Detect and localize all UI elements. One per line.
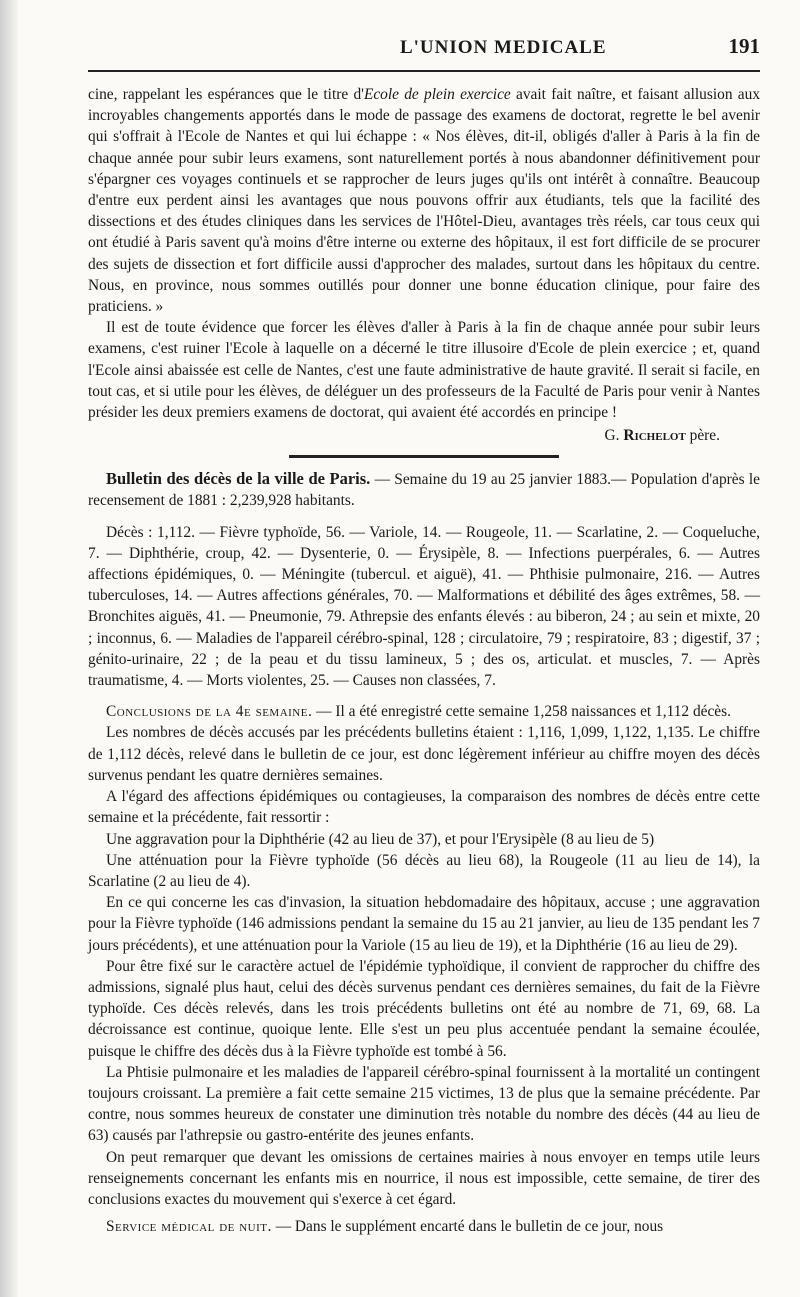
conclusions-paragraph-8: La Phtisie pulmonaire et les maladies de l'appareil cérébro-spinal fournissent à la mortalité un contingent toujours croissant. La première a fait cette semaine 215 victimes, 13 de plus que la semaine précédente. Par contre, nous sommes heureux de constater une diminution très notable du nombre des décès (44 au lieu de 63) causés par l'athrepsie ou gastro-entérite des jeunes enfants. [88,1063,760,1145]
bulletin-title: Bulletin des décès de la ville de Paris. [106,469,371,489]
night-service-paragraph: Service médical de nuit. — Dans le supplément encarté dans le bulletin de ce jour, nous [106,1218,664,1236]
author-signature: G. Richelot père. [604,427,720,445]
conclusions-paragraph-3: A l'égard des affections épidémiques ou contagieuses, la comparaison des nombres de décès entre cette semaine et la précédente, fait ressortir : [88,788,760,827]
conclusions-paragraph-9: On peut remarquer que devant les omissions de certaines mairies à nous envoyer en temps utile leurs renseignements concernant les enfants mis en nourrice, il nous est impossible, cette semaine, de tirer des conclusions exactes du mouvement qui s'exerce à cet égard. [88,1148,760,1208]
running-head [88,34,760,64]
intro-paragraph-1: cine, rappelant les espérances que le titre d'Ecole de plein exercice avait fait naître, et faisant allusion aux incroyables changements apportés dans le mode de passage des examens de doctorat, regrette le bel avenir qui s'offrait à l'Ecole de Nantes et qui lui échappe : « Nos élèves, dit-il, obligés d'aller à Paris à la fin de chaque année pour subir leurs examens, sont naturellement portés à nous abandonner définitivement pour s'épargner ces voyages continuels et se rapprocher de leurs juges qu'ils ont intérêt à connaître. Beaucoup d'entre eux perdent ainsi les avantages que nous pouvons offrir aux étudiants, tels que la facilité des dissections et des études cliniques dans les services de l'Hôtel-Dieu, avantages très réels, car tous ceux qui ont étudié à Paris savent qu'à moins d'être interne ou externe des hôpitaux, il est fort difficile de se procurer des sujets de dissection et fort difficile aussi d'approcher des malades, surtout dans les hôpitaux du centre. Nous, en province, nous sommes outillés pour donner une bonne éducation clinique, pour faire des praticiens. » [88,86,761,316]
conclusions-paragraph-1: Conclusions de la 4e semaine. — Il a été enregistré cette semaine 1,258 naissances et 1,112 décès. [106,703,731,721]
conclusions-label: Conclusions de la 4e semaine. [106,703,313,721]
conclusions-paragraph-6: En ce qui concerne les cas d'invasion, la situation hebdomadaire des hôpitaux, accuse ; une aggravation pour la Fièvre typhoïde (146 admissions pendant la semaine du 15 au 21 janvier, au lieu de 135 pendant les 7 jours précédents), et une atténuation pour la Variole (15 au lieu de 19), et la Diphthérie (16 au lieu de 29). [88,894,760,954]
conclusions-paragraph-7: Pour être fixé sur le caractère actuel de l'épidémie typhoïdique, il convient de rapprocher du chiffre des admissions, signalé plus haut, celui des décès survenus pendant ces dernières semaines, du fait de la Fièvre typhoïde. Ces décès relevés, dans les trois précédents bulletins ont été au nombre de 71, 69, 68. La décroissance est continue, quoique lente. Elle s'est un peu plus accentuée pendant la semaine écoulée, puisque le chiffre des décès dus à la Fièvre typhoïde est tombé à 56. [88,957,760,1060]
conclusions-paragraph-2: Les nombres de décès accusés par les précédents bulletins étaient : 1,116, 1,099, 1,122, 1,135. Le chiffre de 1,112 décès, relevé dans le bulletin de ce jour, est donc légèrement inférieur au chiffre moyen des décès survenus pendant les quatre dernières semaines. [88,724,760,784]
conclusions-paragraph-5: Une atténuation pour la Fièvre typhoïde (56 décès au lieu 68), la Rougeole (11 au lieu de 14), la Scarlatine (2 au lieu de 4). [88,851,760,890]
journal-title: L'UNION MEDICALE [399,37,607,58]
header-rule [88,70,760,72]
bulletin-heading: Bulletin des décès de la ville de Paris. — Semaine du 19 au 25 janvier 1883.— Population d'après le recensement de 1881 : 2,239,928 habitants. [88,469,760,510]
section-separator [289,455,559,458]
page-number: 191 [728,34,760,58]
night-service-label: Service médical de nuit. [106,1218,272,1236]
conclusions-paragraph-4: Une aggravation pour la Diphthérie (42 au lieu de 37), et pour l'Erysipèle (8 au lieu de 5) [106,830,655,848]
intro-paragraph-2: Il est de toute évidence que forcer les élèves d'aller à Paris à la fin de chaque année pour subir leurs examens, c'est ruiner l'Ecole à laquelle on a décerné le titre illusoire d'Ecole de plein exercice ; et, quand l'Ecole ainsi abaissée est celle de Nantes, c'est une faute administrative de haute gravité. Il serait si facile, en tout cas, et si utile pour les élèves, de déléguer un des professeurs de la Faculté de Paris pour venir à Nantes présider les deux premiers examens de doctorat, qui avaient été accordés en principe ! [88,319,760,422]
italic-school-title: Ecole de plein exercice [363,86,511,103]
deaths-list: Décès : 1,112. — Fièvre typhoïde, 56. — Variole, 14. — Rougeole, 11. — Scarlatine, 2. — Coqueluche, 7. — Diphthérie, croup, 42. — Dysenterie, 0. — Érysipèle, 8. — Infections puerpérales, 6. — Autres affections épidémiques, 0. — Méningite (tubercul. et aiguë), 41. — Phthisie pulmonaire, 216. — Autres tuberculoses, 14. — Autres affections générales, 70. — Malformations et débilité des âges extrêmes, 58. — Bronchites aiguës, 41. — Pneumonie, 79. Athrepsie des enfants élevés : au biberon, 24 ; au sein et mixte, 20 ; inconnus, 6. — Maladies de l'appareil cérébro-spinal, 128 ; circulatoire, 79 ; respiratoire, 83 ; digestif, 37 ; génito-urinaire, 22 ; de la peau et du tissu lamineux, 5 ; des os, articulat. et muscles, 7. — Après traumatisme, 4. — Morts violentes, 25. — Causes non classées, 7. [88,523,760,690]
